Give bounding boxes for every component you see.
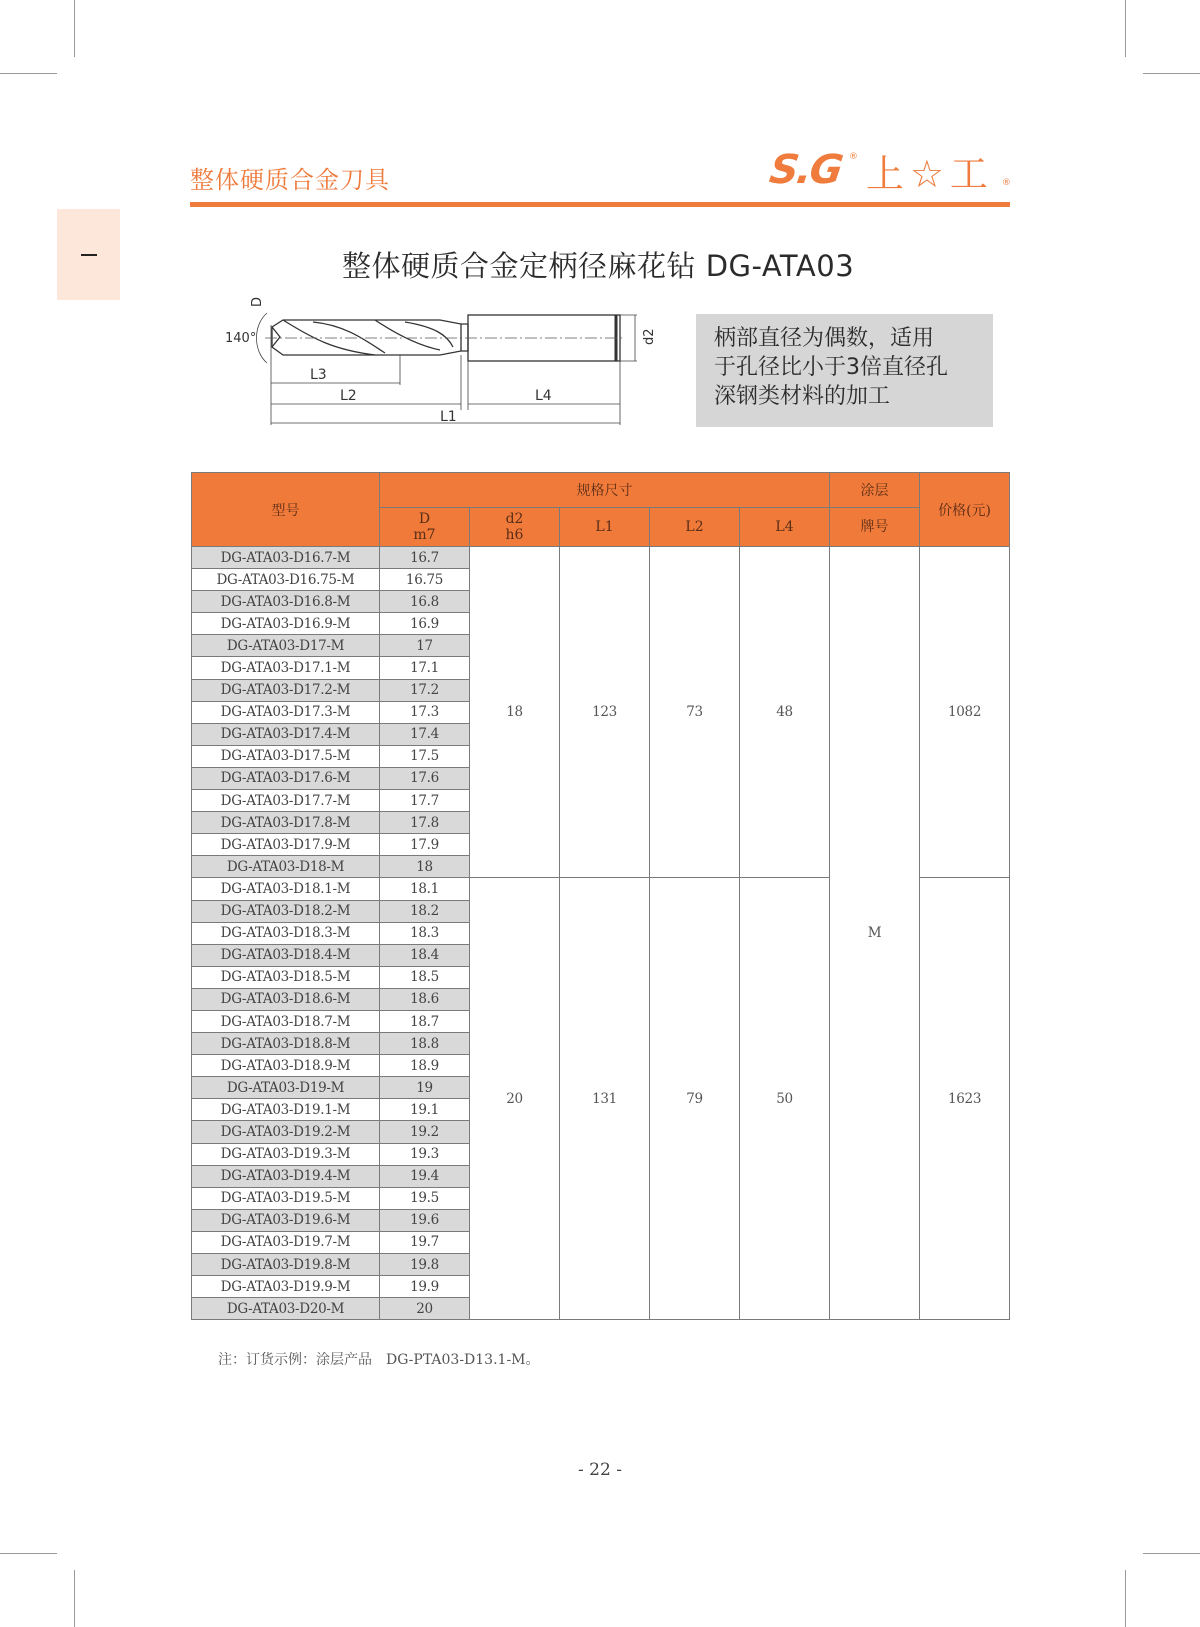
diameter-cell: 19.2 <box>380 1121 470 1143</box>
model-cell: DG-ATA03-D19.5-M <box>192 1187 380 1209</box>
price-cell: 1623 <box>920 878 1010 1320</box>
diameter-cell: 18.7 <box>380 1010 470 1032</box>
model-cell: DG-ATA03-D17.5-M <box>192 745 380 767</box>
label-l2: L2 <box>340 388 357 404</box>
diameter-cell: 16.7 <box>380 547 470 569</box>
brand-logo <box>766 147 1011 196</box>
diameter-cell: 18.8 <box>380 1033 470 1055</box>
model-cell: DG-ATA03-D17.1-M <box>192 657 380 679</box>
dash-icon <box>81 254 97 256</box>
spec-table <box>191 472 1010 1320</box>
diameter-cell: 17.5 <box>380 745 470 767</box>
model-cell: DG-ATA03-D18.6-M <box>192 988 380 1010</box>
model-cell: DG-ATA03-D19-M <box>192 1077 380 1099</box>
logo-chinese: 上☆工 <box>865 151 994 196</box>
diameter-cell: 18.1 <box>380 878 470 900</box>
header-l2: L2 <box>650 508 740 547</box>
diameter-cell: 18.5 <box>380 966 470 988</box>
label-d2: d2 <box>642 328 657 345</box>
diameter-cell: 19.8 <box>380 1254 470 1276</box>
price-cell: 1082 <box>920 547 1010 878</box>
header-spec-group: 规格尺寸 <box>380 473 830 508</box>
label-l1: L1 <box>440 409 457 425</box>
model-cell: DG-ATA03-D18.8-M <box>192 1033 380 1055</box>
diameter-cell: 20 <box>380 1298 470 1320</box>
feature-note-box <box>696 314 993 427</box>
l1-cell: 123 <box>560 547 650 878</box>
model-cell: DG-ATA03-D19.2-M <box>192 1121 380 1143</box>
diameter-cell: 17.3 <box>380 701 470 723</box>
diameter-cell: 18.6 <box>380 988 470 1010</box>
diameter-cell: 19.5 <box>380 1187 470 1209</box>
l4-cell: 50 <box>740 878 830 1320</box>
model-cell: DG-ATA03-D18.1-M <box>192 878 380 900</box>
order-example-note: 注：订货示例：涂层产品 DG-PTA03-D13.1-M。 <box>218 1352 540 1368</box>
label-d: D <box>250 296 265 307</box>
diameter-cell: 17.7 <box>380 790 470 812</box>
header-model: 型号 <box>192 473 380 547</box>
model-cell: DG-ATA03-D16.9-M <box>192 613 380 635</box>
chapter-tab-marker <box>57 209 120 300</box>
model-cell: DG-ATA03-D16.7-M <box>192 547 380 569</box>
diameter-cell: 19.3 <box>380 1143 470 1165</box>
product-title: 整体硬质合金定柄径麻花钻 DG-ATA03 <box>342 249 855 283</box>
table-row <box>192 547 1010 569</box>
diameter-cell: 19.4 <box>380 1165 470 1187</box>
header-l1: L1 <box>560 508 650 547</box>
model-cell: DG-ATA03-D16.75-M <box>192 569 380 591</box>
model-cell: DG-ATA03-D18.5-M <box>192 966 380 988</box>
logo-sg-mark: S.G <box>766 147 845 193</box>
registered-icon: ® <box>1001 178 1011 188</box>
diameter-cell: 17.8 <box>380 812 470 834</box>
crop-mark <box>0 73 57 74</box>
label-l4: L4 <box>535 388 552 404</box>
diameter-cell: 18.4 <box>380 944 470 966</box>
coating-grade-cell: M <box>830 547 920 1320</box>
label-l3: L3 <box>310 367 327 383</box>
crop-mark <box>1125 0 1126 57</box>
diameter-cell: 16.8 <box>380 591 470 613</box>
model-cell: DG-ATA03-D17.8-M <box>192 812 380 834</box>
page-number: - 22 - <box>578 1460 622 1480</box>
crop-mark <box>1125 1570 1126 1627</box>
header-d2: d2 h6 <box>470 508 560 547</box>
section-title: 整体硬质合金刀具 <box>190 166 390 194</box>
model-cell: DG-ATA03-D17-M <box>192 635 380 657</box>
header-d: D m7 <box>380 508 470 547</box>
diameter-cell: 16.9 <box>380 613 470 635</box>
model-cell: DG-ATA03-D17.6-M <box>192 767 380 789</box>
model-cell: DG-ATA03-D17.4-M <box>192 723 380 745</box>
l2-cell: 73 <box>650 547 740 878</box>
model-cell: DG-ATA03-D18.9-M <box>192 1055 380 1077</box>
crop-mark <box>1143 1553 1200 1554</box>
model-cell: DG-ATA03-D19.8-M <box>192 1254 380 1276</box>
model-cell: DG-ATA03-D20-M <box>192 1298 380 1320</box>
diameter-cell: 18.9 <box>380 1055 470 1077</box>
diameter-cell: 18.3 <box>380 922 470 944</box>
model-cell: DG-ATA03-D18.3-M <box>192 922 380 944</box>
model-cell: DG-ATA03-D17.9-M <box>192 834 380 856</box>
l1-cell: 131 <box>560 878 650 1320</box>
model-cell: DG-ATA03-D17.3-M <box>192 701 380 723</box>
note-line: 于孔径比小于3倍直径孔 <box>714 355 948 380</box>
header-rule <box>190 202 1010 207</box>
model-cell: DG-ATA03-D19.1-M <box>192 1099 380 1121</box>
diameter-cell: 17.6 <box>380 767 470 789</box>
header-grade: 牌号 <box>830 508 920 547</box>
model-cell: DG-ATA03-D19.6-M <box>192 1209 380 1231</box>
diameter-cell: 19 <box>380 1077 470 1099</box>
drill-drawing <box>225 295 665 445</box>
crop-mark <box>1143 73 1200 74</box>
diameter-cell: 19.9 <box>380 1276 470 1298</box>
model-cell: DG-ATA03-D18-M <box>192 856 380 878</box>
diameter-cell: 18 <box>380 856 470 878</box>
diameter-cell: 17.4 <box>380 723 470 745</box>
label-angle: 140° <box>225 331 257 346</box>
model-cell: DG-ATA03-D19.3-M <box>192 1143 380 1165</box>
diameter-cell: 18.2 <box>380 900 470 922</box>
crop-mark <box>74 0 75 57</box>
diameter-cell: 17.1 <box>380 657 470 679</box>
model-cell: DG-ATA03-D17.2-M <box>192 679 380 701</box>
model-cell: DG-ATA03-D19.7-M <box>192 1231 380 1253</box>
model-cell: DG-ATA03-D19.4-M <box>192 1165 380 1187</box>
registered-icon: ® <box>848 152 858 162</box>
crop-mark <box>0 1553 57 1554</box>
diameter-cell: 17 <box>380 635 470 657</box>
note-line: 柄部直径为偶数，适用 <box>714 326 935 351</box>
header-price: 价格(元) <box>920 473 1010 547</box>
model-cell: DG-ATA03-D19.9-M <box>192 1276 380 1298</box>
header-l4: L4 <box>740 508 830 547</box>
model-cell: DG-ATA03-D18.4-M <box>192 944 380 966</box>
model-cell: DG-ATA03-D18.7-M <box>192 1010 380 1032</box>
diameter-cell: 17.2 <box>380 679 470 701</box>
model-cell: DG-ATA03-D17.7-M <box>192 790 380 812</box>
diameter-cell: 19.7 <box>380 1231 470 1253</box>
model-cell: DG-ATA03-D18.2-M <box>192 900 380 922</box>
l2-cell: 79 <box>650 878 740 1320</box>
diameter-cell: 17.9 <box>380 834 470 856</box>
header-coating: 涂层 <box>830 473 920 508</box>
d2-cell: 18 <box>470 547 560 878</box>
l4-cell: 48 <box>740 547 830 878</box>
crop-mark <box>74 1570 75 1627</box>
note-line: 深钢类材料的加工 <box>714 384 891 409</box>
diameter-cell: 19.6 <box>380 1209 470 1231</box>
model-cell: DG-ATA03-D16.8-M <box>192 591 380 613</box>
diameter-cell: 19.1 <box>380 1099 470 1121</box>
diameter-cell: 16.75 <box>380 569 470 591</box>
d2-cell: 20 <box>470 878 560 1320</box>
